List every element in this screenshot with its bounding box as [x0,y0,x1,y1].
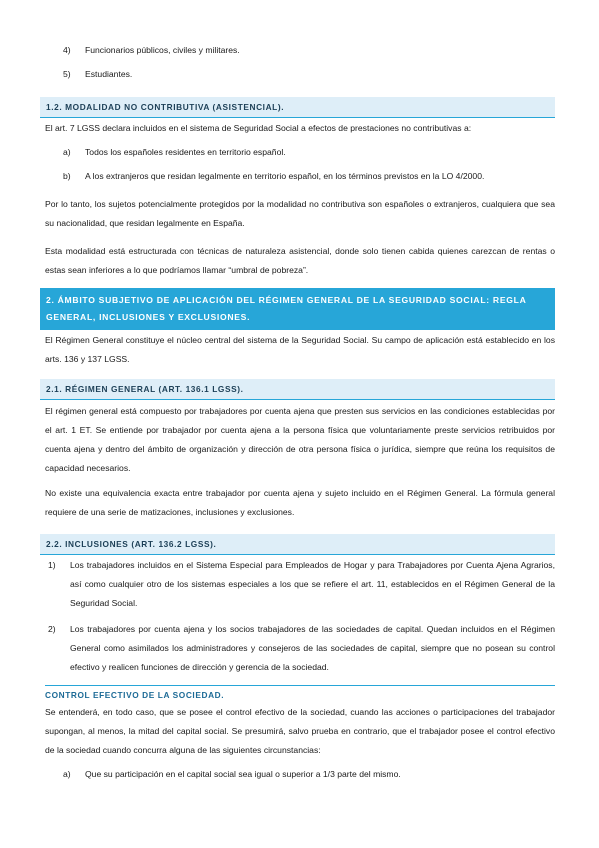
list-marker: 4) [63,45,71,55]
list-text: Los trabajadores por cuenta ajena y los socios trabajadores de las sociedades de capital. Quedan incluidos en el Régimen General como asimilados los administradores y consejeros de las sociedades de capital, siempre que no posean su control efectivo y realicen funciones de dirección y gerencia de la sociedad. [70,624,555,672]
paragraph: No existe una equivalencia exacta entre trabajador por cuenta ajena y sujeto incluido en el Régimen General. La fórmula general requiere de una serie de matizaciones, inclusiones y exclusiones. [45,488,555,517]
section-heading-control: CONTROL EFECTIVO DE LA SOCIEDAD. [45,685,555,702]
list-item [63,65,553,84]
list-marker: a) [63,147,71,157]
section-heading-2-1: 2.1. RÉGIMEN GENERAL (ART. 136.1 LGSS). [40,379,555,400]
list-item [63,167,555,186]
paragraph: El art. 7 LGSS declara incluidos en el sistema de Seguridad Social a efectos de prestaciones no contributivas a: [45,123,472,133]
paragraph: El régimen general está compuesto por trabajadores por cuenta ajena que presten sus servicios en las condiciones establecidas por el art. 1 ET. Se entiende por trabajador por cuenta ajena a la persona física que voluntariamente preste servicios retribuidos por cuenta ajena y dentro del ámbito de organización y dirección de otra persona física o jurídica, siempre que reúna los requisitos de capacidad necesarios. [45,406,555,473]
paragraph: Por lo tanto, los sujetos potencialmente protegidos por la modalidad no contributiva son españoles o extranjeros, cualquiera que sea su nacionalidad, que residan legalmente en España. [45,199,555,228]
list-item [48,556,555,613]
list-control [63,765,555,784]
paragraph: Esta modalidad está estructurada con técnicas de naturaleza asistencial, donde solo tienen cabida quienes carezcan de rentas o estas sean inferiores a lo que podríamos llamar “umbral de pobreza”. [45,246,555,275]
list-item [63,765,555,784]
list-item [48,620,555,677]
section-heading-2: 2. ÁMBITO SUBJETIVO DE APLICACIÓN DEL RÉGIMEN GENERAL DE LA SEGURIDAD SOCIAL: REGLA GENERAL, INCLUSIONES Y EXCLUSIONES. [40,288,555,330]
list-text: Los trabajadores incluidos en el Sistema Especial para Empleados de Hogar y para Trabajadores por Cuenta Ajena Agrarios, así como cualquier otro de los sistemas especiales a los que se refiere el art. 11, establecidos en el Régimen General de la Seguridad Social. [70,560,555,608]
list-item [63,41,553,60]
list-1-2 [63,143,555,186]
list-marker: 1) [48,560,56,570]
list-marker: 5) [63,69,71,79]
list-text: A los extranjeros que residan legalmente en territorio español, en los términos previstos en la LO 4/2000. [85,171,485,181]
paragraph: Se entenderá, en todo caso, que se posee el control efectivo de la sociedad, cuando las acciones o participaciones del trabajador supongan, al menos, la mitad del capital social. Se presumirá, salvo prueba en contrario, que el trabajador posee el control efectivo de la sociedad cuando concurra alguna de las siguientes circunstancias: [45,707,555,755]
list-2-2 [48,556,555,677]
list-top [63,41,553,84]
list-text: Estudiantes. [85,69,133,79]
list-text: Todos los españoles residentes en territorio español. [85,147,286,157]
list-item [63,143,555,162]
list-text: Funcionarios públicos, civiles y militares. [85,45,240,55]
list-text: Que su participación en el capital social sea igual o superior a 1/3 parte del mismo. [85,769,401,779]
section-heading-1-2: 1.2. MODALIDAD NO CONTRIBUTIVA (ASISTENCIAL). [40,97,555,118]
list-marker: 2) [48,624,56,634]
list-marker: b) [63,171,71,181]
list-marker: a) [63,769,71,779]
section-heading-2-2: 2.2. INCLUSIONES (ART. 136.2 LGSS). [40,534,555,555]
paragraph: El Régimen General constituye el núcleo central del sistema de la Seguridad Social. Su campo de aplicación está establecido en los arts. 136 y 137 LGSS. [45,335,555,364]
